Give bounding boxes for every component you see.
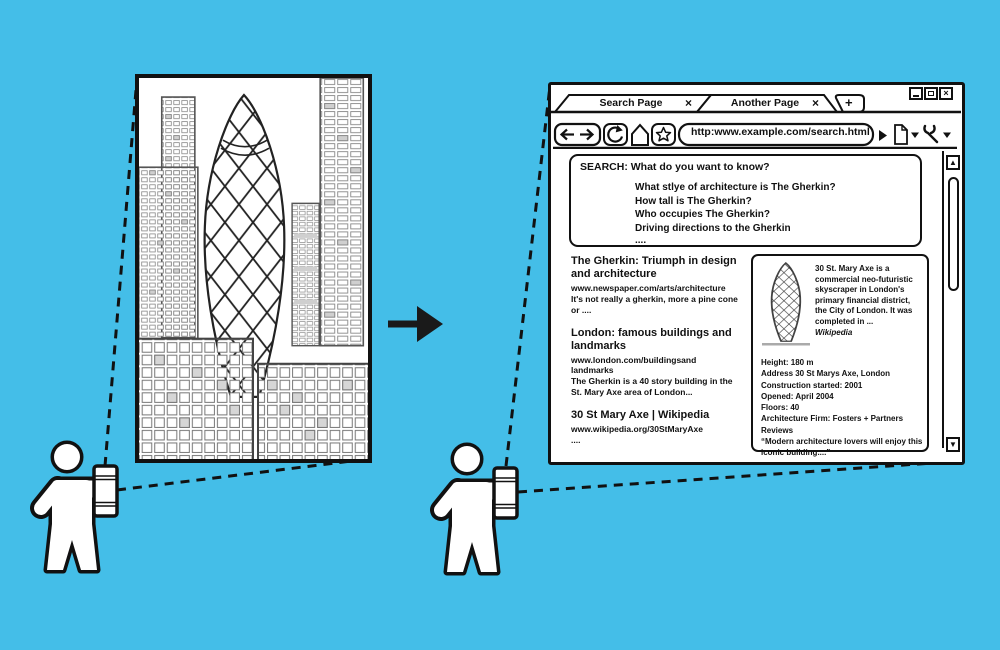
fact-line: Construction started: 2001 bbox=[761, 380, 863, 390]
scroll-up-button[interactable] bbox=[946, 155, 960, 170]
skyline-illustration bbox=[139, 78, 368, 459]
fact-line: Architecture Firm: Fosters + Partners bbox=[761, 414, 904, 424]
search-box[interactable] bbox=[569, 154, 922, 247]
url-input[interactable]: http:www.example.com/search.html bbox=[691, 126, 870, 138]
result-title[interactable]: The Gherkin: Triumph in design and architecture bbox=[571, 255, 737, 280]
home-icon[interactable] bbox=[632, 125, 648, 145]
sightline-right-top bbox=[506, 86, 550, 466]
office-building-mid-left bbox=[139, 167, 198, 338]
search-suggestion[interactable]: .... bbox=[635, 235, 647, 246]
close-icon: × bbox=[943, 88, 949, 98]
browser-window bbox=[548, 82, 965, 465]
result-snippet: It's not really a gherkin, more a pine cone or .... bbox=[571, 294, 738, 315]
result-url[interactable]: www.london.com/buildingsand landmarks bbox=[571, 355, 697, 375]
transform-arrow-icon bbox=[388, 306, 443, 342]
fact-line: Height: 180 m bbox=[761, 358, 814, 367]
search-results bbox=[571, 255, 747, 458]
ground-line bbox=[762, 343, 810, 346]
search-heading: SEARCH: What do you want to know? bbox=[580, 161, 770, 173]
tab-search-page-label[interactable]: Search Page bbox=[599, 97, 663, 109]
fact-line: Opened: April 2004 bbox=[761, 391, 834, 401]
result-url[interactable]: www.newspaper.com/arts/architecture bbox=[571, 283, 726, 293]
tools-dropdown-icon[interactable] bbox=[943, 133, 951, 139]
tab-search-page-close-icon[interactable]: × bbox=[685, 96, 693, 110]
result-snippet: .... bbox=[571, 435, 581, 445]
scrollbar-separator bbox=[942, 151, 944, 448]
page-menu-dropdown-icon[interactable] bbox=[911, 133, 919, 139]
tab-another-page-label[interactable]: Another Page bbox=[730, 97, 800, 109]
tab-another-page-close-icon[interactable]: × bbox=[812, 96, 820, 110]
office-building-front-right bbox=[258, 364, 368, 459]
panel-summary-text: 30 St. Mary Axe is a commercial neo-futuristic skyscraper in London's primary financial district, the City of London. It was completed in ... bbox=[815, 264, 913, 326]
go-icon[interactable] bbox=[879, 130, 887, 141]
office-building-front-left bbox=[139, 339, 253, 459]
result-item bbox=[571, 255, 747, 315]
fact-line: Floors: 40 bbox=[761, 403, 800, 413]
result-url[interactable]: www.wikipedia.org/30StMaryAxe bbox=[571, 424, 703, 434]
sightline-right-bottom bbox=[518, 461, 961, 492]
search-suggestion[interactable]: What stlye of architecture is The Gherkin? bbox=[635, 182, 836, 193]
office-building-right-tall bbox=[320, 78, 363, 346]
new-tab-icon[interactable]: + bbox=[845, 95, 853, 110]
knowledge-panel bbox=[751, 254, 929, 458]
panel-summary bbox=[815, 264, 923, 339]
result-item bbox=[571, 409, 747, 446]
skyline-photo bbox=[135, 74, 372, 463]
tools-wrench-icon[interactable] bbox=[924, 126, 937, 142]
panel-source-link[interactable]: Wikipedia bbox=[815, 328, 853, 337]
office-building-mid-right bbox=[292, 203, 319, 345]
fact-line: Reviews bbox=[761, 425, 794, 435]
search-suggestion[interactable]: How tall is The Gherkin? bbox=[635, 195, 752, 207]
page-menu-icon[interactable] bbox=[895, 125, 907, 144]
scrollbar-thumb[interactable] bbox=[948, 177, 959, 291]
fact-line: “Modern architecture lovers will enjoy this iconic building....” bbox=[761, 437, 923, 458]
bookmark-star-icon[interactable] bbox=[652, 124, 675, 145]
fact-line: Address 30 St Marys Axe, London bbox=[761, 369, 891, 379]
search-suggestion[interactable]: Driving directions to the Gherkin bbox=[635, 222, 791, 234]
sightline-left-top bbox=[105, 78, 137, 466]
panel-facts bbox=[761, 357, 925, 459]
result-snippet: The Gherkin is a 40 story building in the St. Mary Axe area of London... bbox=[571, 376, 733, 397]
scroll-down-icon: ▼ bbox=[949, 440, 957, 449]
result-title[interactable]: 30 St Mary Axe | Wikipedia bbox=[571, 409, 710, 421]
scroll-up-icon: ▲ bbox=[949, 158, 957, 167]
sightline-left-bottom bbox=[117, 459, 368, 490]
gherkin-thumbnail bbox=[759, 262, 813, 352]
scroll-down-button[interactable] bbox=[946, 437, 960, 452]
refresh-icon[interactable] bbox=[604, 124, 627, 145]
search-suggestion[interactable]: Who occupies The Gherkin? bbox=[635, 209, 771, 220]
result-title[interactable]: London: famous buildings and landmarks bbox=[571, 327, 732, 352]
result-item bbox=[571, 327, 747, 397]
